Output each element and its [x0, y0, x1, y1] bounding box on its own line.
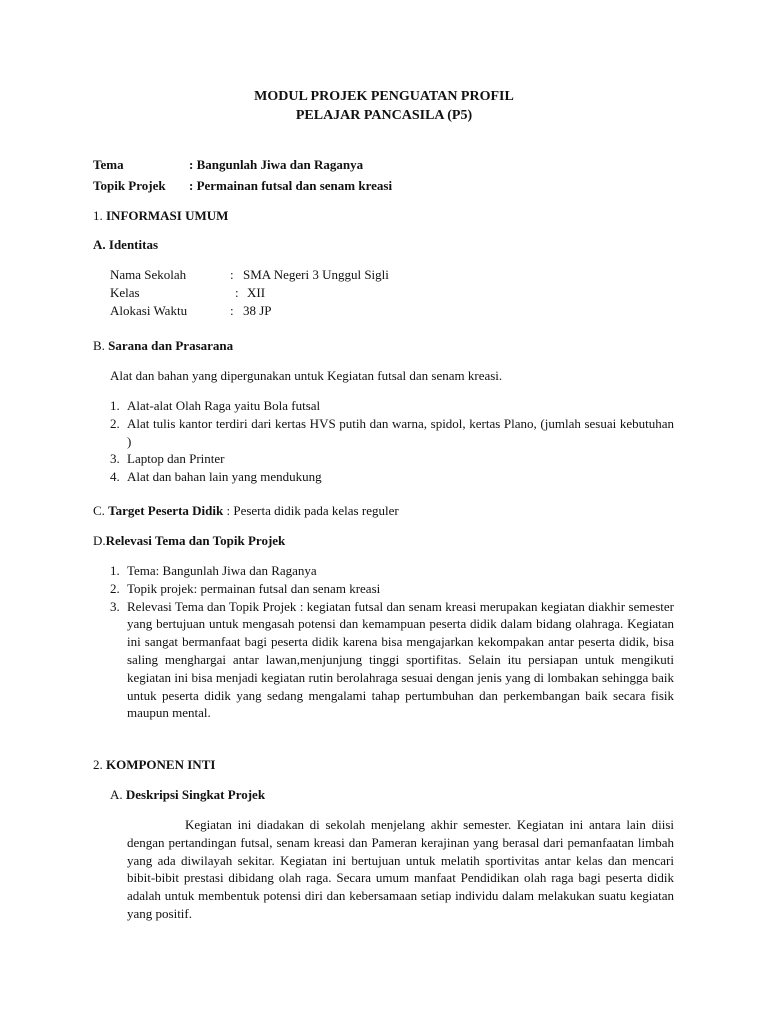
list-item: 2. Topik projek: permainan futsal dan senam kreasi: [110, 580, 381, 596]
target-line: [93, 502, 399, 520]
list-item-text: Topik projek: permainan futsal dan senam kreasi: [127, 580, 381, 596]
deskripsi-heading: [110, 786, 265, 804]
list-item-text: Laptop dan Printer: [127, 451, 225, 467]
target-text: : Peserta didik pada kelas reguler: [223, 503, 399, 518]
identitas-value-sekolah: SMA Negeri 3 Unggul Sigli: [243, 267, 389, 282]
section2-number: 2.: [93, 757, 103, 772]
list-item-text: Relevasi Tema dan Topik Projek : kegiatan futsal dan senam kreasi merupakan kegiatan diakhir semester yang bertujuan untuk mengasah potensi dan kemampuan peserta didik dalam bidang olahraga. Kegiatan ini sangat bermanfaat bagi peserta didik karena bisa mengajarkan kekompakan antar peserta didik, bisa saling menghargai antar lawan,menjunjung tinggi sportifitas. Selain itu persiapan untuk mengikuti kegiatan ini bisa menjadi kegiatan rutin berolahraga sesuai dengan jenis yang di lombakan sehingga baik untuk peserta didik yang sedang mengalami tahap pertumbuhan dan perkembangan baik secara fisik maupun mental.: [127, 598, 674, 721]
tema-label: Tema: [93, 157, 124, 172]
list-item: 1. Tema: Bangunlah Jiwa dan Raganya: [110, 563, 317, 578]
identitas-value-alokasi: 38 JP: [243, 303, 272, 318]
identitas-value-kelas: XII: [247, 285, 266, 300]
deskripsi-text: Kegiatan ini diadakan di sekolah menjelang akhir semester. Kegiatan ini antara lain diisi dengan pertandingan futsal, senam kreasi dan Pameran kerajinan yang berasal dari pemanfaatan limbah yang ada diwilayah sekitar. Kegiatan ini bertujuan untuk melatih sportivitas antar kelas dan mencari bibit-bibit prestasi dibidang olah raga. Secara umum manfaat Pendidikan olah raga bagi peserta didik adalah untuk membentuk potensi diri dan kebersamaan setiap individu dalam melakukan suatu kegiatan yang positif.: [127, 817, 674, 921]
relevasi-letter: D.: [93, 533, 106, 548]
relevasi-title: Relevasi Tema dan Topik Projek: [105, 533, 286, 548]
list-item-text: Alat dan bahan lain yang mendukung: [127, 469, 322, 485]
list-item: 1. Alat-alat Olah Raga yaitu Bola futsal: [110, 398, 321, 413]
identitas-label-kelas: Kelas: [110, 285, 140, 300]
sarana-heading: [93, 337, 233, 355]
identitas-sep-kelas: :: [235, 285, 239, 300]
section1-title: INFORMASI UMUM: [106, 208, 229, 223]
identitas-sep-alokasi: :: [230, 303, 234, 318]
deskripsi-title: Deskripsi Singkat Projek: [125, 787, 266, 802]
sarana-letter: B.: [93, 338, 105, 353]
deskripsi-paragraph: [127, 816, 674, 923]
list-item: 4. Alat dan bahan lain yang mendukung: [110, 469, 322, 485]
sarana-list: [110, 397, 674, 486]
identitas-label-sekolah: Nama Sekolah: [110, 267, 187, 282]
document-title-line2: PELAJAR PANCASILA (P5): [295, 108, 473, 123]
section2-heading: [93, 756, 215, 774]
list-item-text: Tema: Bangunlah Jiwa dan Raganya: [127, 563, 317, 578]
section1-number: 1.: [93, 208, 103, 223]
target-letter: C.: [93, 503, 105, 518]
target-title: Target Peserta Didik: [108, 503, 224, 518]
topik-label: Topik Projek: [93, 178, 166, 193]
sarana-intro: Alat dan bahan yang dipergunakan untuk Kegiatan futsal dan senam kreasi.: [110, 368, 503, 383]
sarana-title: Sarana dan Prasarana: [108, 338, 234, 353]
relevasi-heading: [93, 532, 285, 550]
identitas-sep-sekolah: :: [230, 267, 234, 282]
document-title-line1: MODUL PROJEK PENGUATAN PROFIL: [254, 89, 514, 104]
relevasi-list: [110, 562, 674, 722]
list-item-text: Alat tulis kantor terdiri dari kertas HVS putih dan warna, spidol, kertas Plano, (jumlah sesuai kebutuhan ): [127, 415, 674, 449]
section2-title: KOMPONEN INTI: [106, 757, 216, 772]
list-item: 2. Alat tulis kantor terdiri dari kertas HVS putih dan warna, spidol, kertas Plano, (jumlah sesuai kebutuhan ): [110, 415, 674, 449]
topik-value: : Permainan futsal dan senam kreasi: [189, 178, 393, 193]
deskripsi-letter: A.: [110, 787, 123, 802]
identitas-label-alokasi: Alokasi Waktu: [110, 303, 188, 318]
list-item: 3. Relevasi Tema dan Topik Projek : kegiatan futsal dan senam kreasi merupakan kegiatan diakhir semester yang bertujuan untuk mengasah potensi dan kemampuan peserta didik dalam bidang olahraga. Kegiatan ini sangat bermanfaat bagi peserta didik karena bisa mengajarkan kekompakan antar peserta didik, bisa saling menghargai antar lawan,menjunjung tinggi sportifitas. Selain itu persiapan untuk mengikuti kegiatan ini bisa menjadi kegiatan rutin berolahraga sesuai dengan jenis yang di lombakan sehingga baik untuk peserta didik yang sedang mengalami tahap pertumbuhan dan perkembangan baik secara fisik maupun mental.: [110, 598, 674, 721]
list-item-text: Alat-alat Olah Raga yaitu Bola futsal: [127, 398, 321, 413]
identitas-heading: A. Identitas: [93, 237, 159, 252]
list-item: 3. Laptop dan Printer: [110, 451, 225, 467]
tema-value: : Bangunlah Jiwa dan Raganya: [189, 157, 364, 172]
section1-heading: [93, 207, 228, 225]
